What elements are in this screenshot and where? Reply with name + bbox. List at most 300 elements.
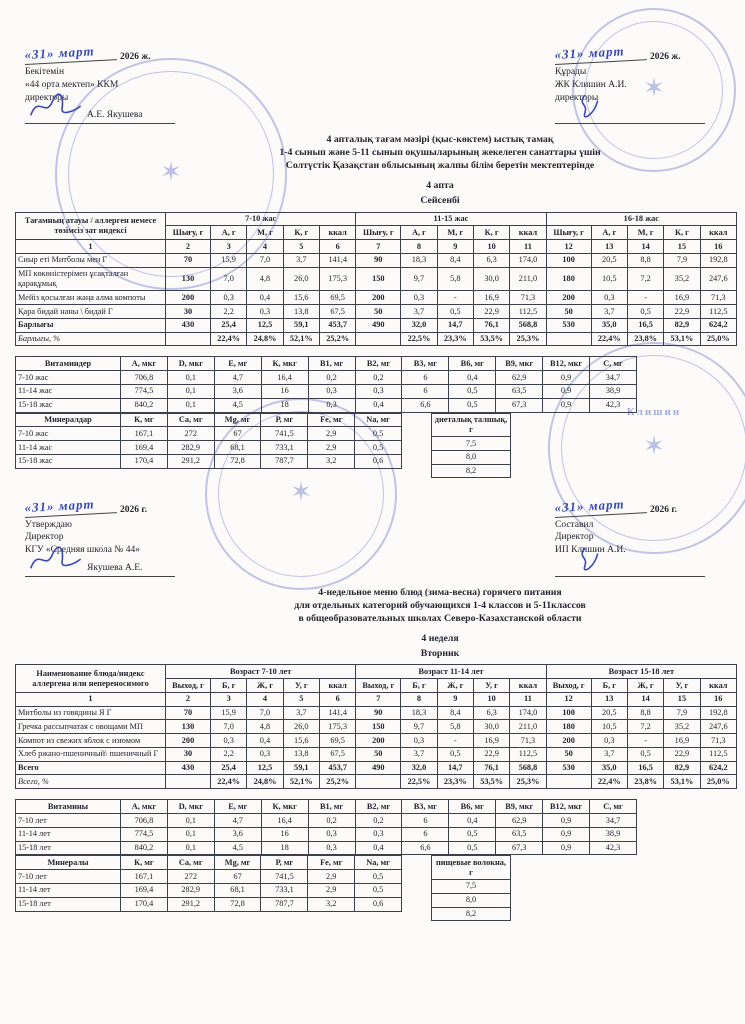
compose-line3: директоры [555, 92, 599, 103]
table-cell: 0,3 [401, 291, 437, 305]
col-header: Выход, г [356, 679, 401, 693]
table-cell: 5,8 [437, 720, 473, 734]
table-cell: 0,5 [437, 305, 473, 319]
table-cell: 0,5 [437, 747, 473, 761]
col-header: ккал [319, 226, 355, 240]
table-cell: 38,9 [590, 384, 637, 398]
table-cell: Гречка рассыпчатая с овощами МП [16, 720, 166, 734]
table-cell: - [627, 734, 663, 748]
table-cell: 7,0 [211, 720, 247, 734]
table-cell: 200 [546, 734, 591, 748]
compose-line1: Құрады [555, 67, 587, 77]
table-cell: 211,0 [510, 267, 546, 291]
table-row [16, 357, 637, 371]
title-kk [160, 134, 720, 173]
table-cell: 4 [247, 692, 283, 706]
table-row [16, 883, 402, 897]
table-cell: 112,5 [510, 747, 546, 761]
menu-table-ru [15, 664, 737, 789]
table-cell: 35,0 [591, 318, 627, 332]
table-cell: 22,9 [473, 305, 509, 319]
table-cell: 0,3 [401, 734, 437, 748]
table-cell: 71,3 [510, 291, 546, 305]
table-cell: 14 [627, 692, 663, 706]
table-cell: 42,3 [590, 841, 637, 855]
table-cell: 90 [356, 706, 401, 720]
table-cell [166, 332, 211, 346]
minerals-wrap-ru [15, 855, 737, 918]
table-cell: 5 [283, 240, 319, 254]
table-cell: 0,4 [355, 398, 402, 412]
table-cell: Са, мг [167, 856, 214, 870]
table-cell: 3 [211, 240, 247, 254]
age-group-header: Возраст 11-14 лет [356, 665, 546, 679]
table-cell: 0,1 [167, 371, 214, 385]
table-cell: 211,0 [510, 720, 546, 734]
table-cell: 59,1 [283, 318, 319, 332]
table-row [16, 720, 737, 734]
table-cell: Хлеб ржано-пшеничный\ пшеничный Г [16, 747, 166, 761]
table-cell: К, мг [121, 856, 168, 870]
approve-dateline-kk [24, 43, 240, 64]
table-cell: 167,1 [121, 870, 168, 884]
table-cell: - [437, 734, 473, 748]
table-cell: 71,3 [510, 734, 546, 748]
table-cell: 35,2 [664, 267, 700, 291]
table-cell: С, мг [590, 357, 637, 371]
table-cell: 200 [356, 291, 401, 305]
table-cell: 6 [402, 371, 449, 385]
compose-line3: ИП Клишин А.И. [555, 545, 626, 556]
handwritten-date: «31» март [554, 494, 647, 517]
table-cell: 10,5 [591, 720, 627, 734]
table-cell: 0,9 [543, 398, 590, 412]
table-cell: 30,0 [473, 267, 509, 291]
col-header: У, г [283, 679, 319, 693]
table-row [16, 427, 402, 441]
table-cell: 18 [261, 398, 308, 412]
table-cell [356, 775, 401, 789]
title-line3: в общеобразовательных школах Северо-Казахстанской области [298, 612, 582, 624]
table-cell: Na, мг [355, 856, 402, 870]
table-cell: 6 [319, 692, 355, 706]
table-cell: 0,2 [355, 814, 402, 828]
table-cell: 0,9 [543, 371, 590, 385]
approve-line2: Директор [25, 532, 64, 543]
table-cell: 23,3% [437, 775, 473, 789]
table-cell: 15,6 [283, 291, 319, 305]
table-cell: 0,1 [167, 384, 214, 398]
table-cell: 8,4 [437, 706, 473, 720]
table-cell [356, 332, 401, 346]
table-cell: 0,5 [449, 398, 496, 412]
table-cell: 4,5 [214, 841, 261, 855]
table-cell: 5 [283, 692, 319, 706]
table-cell: 3,6 [214, 827, 261, 841]
table-cell: 25,0% [700, 332, 736, 346]
table-cell: 6,3 [473, 253, 509, 267]
table-cell: 70 [166, 706, 211, 720]
table-cell: 11-14 жас [16, 441, 121, 455]
table-cell: 82,9 [664, 761, 700, 775]
table-row [16, 398, 637, 412]
table-cell: 141,4 [319, 253, 355, 267]
table-cell: 67,3 [496, 841, 543, 855]
table-cell: 100 [546, 253, 591, 267]
table-cell: 20,5 [591, 706, 627, 720]
table-row [16, 800, 637, 814]
compose-line1: Составил [555, 519, 594, 530]
week-label: 4 апта [426, 180, 454, 192]
table-cell: 141,4 [319, 706, 355, 720]
table-cell: 53,5% [473, 775, 509, 789]
table-cell: 3,6 [214, 384, 261, 398]
table-cell: D, мкг [167, 357, 214, 371]
table-cell: 71,3 [700, 734, 736, 748]
table-cell: 0,2 [308, 371, 355, 385]
table-cell: 4,7 [214, 371, 261, 385]
table-cell: 150 [356, 720, 401, 734]
table-cell: 6 [402, 814, 449, 828]
col-header: К, г [664, 226, 700, 240]
table-cell: 430 [166, 761, 211, 775]
col-header: А, г [591, 226, 627, 240]
table-cell: В1, мг [308, 357, 355, 371]
table-cell: 8,8 [627, 706, 663, 720]
table-cell: 9 [437, 240, 473, 254]
table-cell: 840,2 [121, 841, 168, 855]
table-row [16, 253, 737, 267]
table-cell: 53,5% [473, 332, 509, 346]
table-cell: 12,5 [247, 318, 283, 332]
table-cell: 50 [356, 747, 401, 761]
section2-header [15, 495, 737, 577]
table-cell: 22,5% [401, 775, 437, 789]
table-row [16, 441, 402, 455]
approve-line3: директоры [25, 92, 69, 103]
table-cell: В12, мкг [543, 800, 590, 814]
table-cell: 63,5 [496, 384, 543, 398]
table-cell: 0,5 [355, 441, 402, 455]
table-cell: 2,9 [308, 441, 355, 455]
date-year: 2026 г. [650, 504, 677, 515]
table-cell: 76,1 [473, 761, 509, 775]
table-cell: 68,1 [214, 883, 261, 897]
table-cell: 0,3 [308, 384, 355, 398]
table-row [432, 464, 511, 478]
table-cell: 180 [546, 267, 591, 291]
table-cell: 272 [167, 427, 214, 441]
dish-name-header: Наименование блюда/индекс аллергена или непереносимого [16, 665, 166, 693]
table-cell: В3, мг [402, 357, 449, 371]
table-cell: 7,9 [664, 706, 700, 720]
table-cell: Қара бидай наны \ бидай Г [16, 305, 166, 319]
table-cell: 22,9 [664, 747, 700, 761]
table-cell: 25,4 [211, 761, 247, 775]
table-cell: 2,2 [211, 747, 247, 761]
table-cell: Fe, мг [308, 413, 355, 427]
table-cell: 62,9 [496, 371, 543, 385]
table-cell: 67 [214, 870, 261, 884]
table-cell: 568,8 [510, 761, 546, 775]
table-cell: Сиыр еті Митболы мен Г [16, 253, 166, 267]
table-cell: 624,2 [700, 761, 736, 775]
table-cell: 22,5% [401, 332, 437, 346]
table-cell: В2, мг [355, 800, 402, 814]
table-cell: 0,4 [247, 291, 283, 305]
table-cell: 5,8 [437, 267, 473, 291]
table-cell: 4,8 [247, 267, 283, 291]
title-line2: 1-4 сынып және 5-11 сынып оқушыларының жекелеген санаттары үшін [279, 147, 601, 159]
table-cell: 7,0 [211, 267, 247, 291]
table-cell: Митболы из говядины Я Г [16, 706, 166, 720]
menu-table-kk [15, 212, 737, 347]
table-cell: 0,9 [543, 827, 590, 841]
week-day-ru [160, 632, 720, 661]
table-cell: А, мкг [121, 800, 168, 814]
compose-line2: ЖК Клишин А.И. [555, 79, 627, 90]
table-cell: 174,0 [510, 253, 546, 267]
table-cell: 32,0 [401, 761, 437, 775]
table-cell: 14 [627, 240, 663, 254]
table-cell: 0,9 [543, 384, 590, 398]
table-cell: 169,4 [121, 441, 168, 455]
table-cell: 35,0 [591, 761, 627, 775]
table-cell: 16,5 [627, 318, 663, 332]
table-cell: 0,9 [543, 814, 590, 828]
table-cell: 247,6 [700, 267, 736, 291]
col-header: Ж, г [627, 679, 663, 693]
compose-dateline-kk [554, 43, 725, 64]
table-cell: 2,2 [211, 305, 247, 319]
table-cell: 0,4 [449, 814, 496, 828]
table-cell: 82,9 [664, 318, 700, 332]
table-cell: 13 [591, 240, 627, 254]
table-cell: 15-18 лет [16, 841, 121, 855]
table-cell: 25,2% [319, 775, 355, 789]
title-line1: 4 апталық тағам мәзірі (қыс-көктем) ыстық тамақ [326, 134, 554, 146]
signature-icon [557, 546, 631, 574]
table-cell: 15 [664, 240, 700, 254]
table-cell: Витамины [16, 800, 121, 814]
date-year: 2026 ж. [650, 52, 681, 62]
table-cell: В6, мг [449, 800, 496, 814]
table-cell: 16,4 [261, 814, 308, 828]
table-cell: 3,7 [401, 747, 437, 761]
table-cell: 8,8 [627, 253, 663, 267]
table-row [16, 856, 402, 870]
table-cell: 787,7 [261, 897, 308, 911]
table-cell: 1 [16, 692, 166, 706]
table-row [432, 893, 511, 907]
age-group-header: Возраст 15-18 лет [546, 665, 736, 679]
table-cell: Е, мг [214, 357, 261, 371]
table-cell: 282,9 [167, 883, 214, 897]
table-cell [546, 775, 591, 789]
table-row [432, 413, 511, 437]
table-row [432, 879, 511, 893]
table-cell: 0,1 [167, 841, 214, 855]
table-row [16, 747, 737, 761]
table-cell: 9,7 [401, 720, 437, 734]
table-cell: 568,8 [510, 318, 546, 332]
col-header: Шығу, г [356, 226, 401, 240]
table-cell: 69,5 [319, 291, 355, 305]
table-cell: 741,5 [261, 870, 308, 884]
col-header: Шығу, г [166, 226, 211, 240]
table-cell: К, мкг [261, 800, 308, 814]
table-cell: 282,9 [167, 441, 214, 455]
table-cell: 2,9 [308, 427, 355, 441]
compose-line2: Директор [555, 532, 594, 543]
table-cell: К, мкг [261, 357, 308, 371]
table-cell: 0,3 [355, 827, 402, 841]
table-row [432, 907, 511, 921]
table-cell: 7,5 [432, 437, 511, 451]
table-row [16, 332, 737, 346]
col-header: У, г [473, 679, 509, 693]
table-cell: 200 [166, 291, 211, 305]
age-group-header: 16-18 жас [546, 212, 736, 226]
table-cell: 774,5 [121, 827, 168, 841]
table-cell: 0,3 [247, 305, 283, 319]
table-cell: 291,2 [167, 454, 214, 468]
table-cell: 59,1 [283, 761, 319, 775]
table-cell: 90 [356, 253, 401, 267]
table-cell: 130 [166, 267, 211, 291]
table-cell: 453,7 [319, 318, 355, 332]
table-cell: 6,6 [402, 398, 449, 412]
table-cell: 13,8 [283, 305, 319, 319]
table-cell: Са, мг [167, 413, 214, 427]
table-cell: 26,0 [283, 720, 319, 734]
table-cell: 7-10 лет [16, 870, 121, 884]
table-cell: диеталық талшық, г [432, 413, 511, 437]
signature-line [555, 560, 705, 577]
table-cell: 175,3 [319, 267, 355, 291]
age-group-header: Возраст 7-10 лет [166, 665, 356, 679]
table-cell: 733,1 [261, 883, 308, 897]
dish-name-header: Тағамның атауы / аллерген немесе төзімсіз зат индексі [16, 212, 166, 240]
table-cell: 9,7 [401, 267, 437, 291]
table-cell: 3,2 [308, 897, 355, 911]
handwritten-date: «31» март [24, 41, 117, 64]
table-cell: 0,4 [355, 841, 402, 855]
table-cell: 247,6 [700, 720, 736, 734]
approve-line1: Утверждаю [25, 519, 72, 530]
table-cell: 0,3 [591, 734, 627, 748]
col-header: Б, г [591, 679, 627, 693]
table-cell: 18,3 [401, 253, 437, 267]
col-header: М, г [247, 226, 283, 240]
col-header: ккал [510, 679, 546, 693]
table-cell: 22,9 [664, 305, 700, 319]
table-cell: 7 [356, 692, 401, 706]
table-cell: 490 [356, 318, 401, 332]
table-cell: 150 [356, 267, 401, 291]
table-cell: 62,9 [496, 814, 543, 828]
table-cell: Мейіз қосылған жаңа алма компоты [16, 291, 166, 305]
col-header: Шығу, г [546, 226, 591, 240]
col-header: Ж, г [437, 679, 473, 693]
table-cell: В3, мг [402, 800, 449, 814]
signature-line [555, 107, 705, 124]
table-cell: 7,0 [247, 706, 283, 720]
table-cell: 0,5 [355, 870, 402, 884]
table-cell: 18 [261, 841, 308, 855]
table-cell: Барлығы [16, 318, 166, 332]
table-cell: 0,4 [247, 734, 283, 748]
approve-line2: «44 орта мектеп» ККМ [25, 79, 119, 90]
table-cell: Барлығы, % [16, 332, 166, 346]
table-cell: 11 [510, 692, 546, 706]
table-cell: 430 [166, 318, 211, 332]
table-cell: 0,5 [355, 883, 402, 897]
table-cell: 8 [401, 240, 437, 254]
table-cell: 774,5 [121, 384, 168, 398]
table-cell: 32,0 [401, 318, 437, 332]
table-cell: 0,6 [355, 454, 402, 468]
table-cell: 10 [473, 240, 509, 254]
table-row [16, 371, 637, 385]
table-cell: 16,4 [261, 371, 308, 385]
table-cell: 0,5 [449, 827, 496, 841]
table-cell: 23,3% [437, 332, 473, 346]
table-cell: Fe, мг [308, 856, 355, 870]
table-cell: 174,0 [510, 706, 546, 720]
table-cell: 71,3 [700, 291, 736, 305]
title-line1: 4-недельное меню блюд (зима-весна) горячего питания [318, 587, 562, 599]
signature-icon [557, 93, 631, 121]
table-cell: 16,9 [473, 291, 509, 305]
section1-header [15, 43, 737, 124]
menu-header-row [16, 212, 737, 226]
table-cell: 16 [261, 827, 308, 841]
table-cell: 53,1% [664, 775, 700, 789]
table-cell: 4,7 [214, 814, 261, 828]
table-cell: 42,3 [590, 398, 637, 412]
table-cell: 0,4 [449, 371, 496, 385]
fiber-table-kk [431, 413, 511, 479]
col-header: М, г [437, 226, 473, 240]
col-header: Б, г [211, 679, 247, 693]
table-cell: В12, мкг [543, 357, 590, 371]
col-header: К, г [283, 226, 319, 240]
table-cell: 200 [356, 734, 401, 748]
table-cell: 3,7 [591, 747, 627, 761]
table-cell: Р, мг [261, 413, 308, 427]
vitamins-minerals-kk [15, 356, 737, 476]
table-cell: Mg, мг [214, 413, 261, 427]
table-cell: 15,9 [211, 253, 247, 267]
table-cell: 0,3 [591, 291, 627, 305]
table-cell: В9, мкг [496, 357, 543, 371]
compose-block-ru [554, 495, 725, 577]
minerals-table-ru [15, 855, 402, 911]
day-label: Сейсенбі [420, 194, 460, 206]
table-cell: 2 [166, 692, 211, 706]
table-cell: 0,5 [449, 841, 496, 855]
table-cell: 624,2 [700, 318, 736, 332]
title-line2: для отдельных категорий обучающихся 1-4 классов и 5-11классов [294, 600, 586, 611]
table-row [16, 706, 737, 720]
table-cell: 0,5 [627, 305, 663, 319]
table-cell: 15-18 лет [16, 897, 121, 911]
table-cell: 175,3 [319, 720, 355, 734]
day-label: Вторник [420, 647, 460, 659]
table-cell: 4 [247, 240, 283, 254]
table-cell: Витаминдер [16, 357, 121, 371]
